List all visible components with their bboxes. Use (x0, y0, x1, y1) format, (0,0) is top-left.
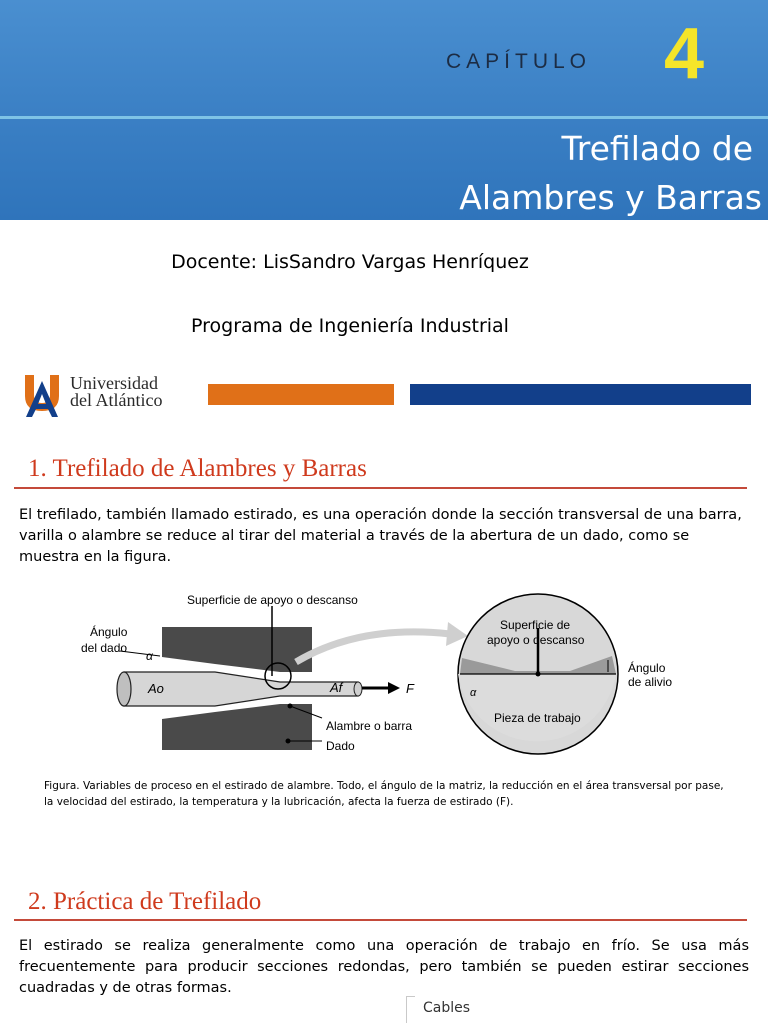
label-relief-angle-1: Ángulo (628, 661, 666, 675)
university-name-line-2: del Atlántico (70, 390, 163, 410)
chapter-banner (0, 0, 768, 220)
blue-accent-bar (410, 384, 751, 405)
section-1-rule (14, 487, 747, 489)
chapter-number: 4 (664, 14, 705, 94)
section-1-paragraph: El trefilado, también llamado estirado, es una operación donde la sección transversal de una barra, varilla o alambre se reduce al tirar del material a través de la abertura de un dado, como se muestra en la figura. (19, 507, 742, 565)
chapter-label: CAPÍTULO (446, 50, 592, 73)
university-logo (22, 373, 187, 419)
teacher-name: Docente: LisSandro Vargas Henríquez (171, 251, 529, 273)
section-1-title: 1. Trefilado de Alambres y Barras (28, 455, 367, 482)
university-emblem-icon (22, 373, 70, 419)
zoom-label-2: apoyo o descanso (487, 633, 585, 647)
label-die-angle-1: Ángulo (90, 625, 128, 639)
program-name: Programa de Ingeniería Industrial (191, 315, 509, 337)
section-2-rule (14, 919, 747, 921)
label-die-angle-2: del dado (81, 641, 128, 655)
label-force: F (406, 681, 414, 696)
label-wire: Alambre o barra (326, 719, 413, 733)
chapter-title-line-1: Trefilado de (561, 129, 753, 168)
label-ao: Ao (148, 681, 164, 696)
cables-caption-box (406, 996, 526, 1024)
orange-accent-bar (208, 384, 394, 405)
die-lower-block (162, 704, 312, 750)
zoom-label-1: Superficie de (500, 618, 571, 632)
figure-caption: Figura. Variables de proceso en el estirado de alambre. Todo, el ángulo de la matriz, la reducción en el área transversal por pase, la velocidad del estirado, la temperatura y la lubricación, afecta la fuerza de estirado (F). (44, 780, 724, 808)
label-af: Af (330, 680, 343, 695)
label-die: Dado (326, 739, 355, 753)
zoom-alpha: α (470, 687, 477, 699)
university-name-line-1: Universidad (70, 373, 158, 393)
university-name (70, 375, 162, 409)
chapter-title-line-2: Alambres y Barras (459, 178, 762, 217)
wire-drawing-diagram (60, 584, 768, 774)
cables-label: Cables (423, 1000, 471, 1016)
label-workpiece: Pieza de trabajo (494, 711, 581, 725)
banner-divider (0, 116, 768, 119)
cables-bracket (406, 996, 415, 1023)
label-relief-angle-2: de alivio (628, 675, 673, 689)
label-alpha: α (146, 649, 153, 663)
section-2-paragraph: El estirado se realiza generalmente como una operación de trabajo en frío. Se usa más frecuentemente para producir secciones redondas, pero también se pueden estirar secciones cuadradas y de otras formas. (19, 938, 749, 996)
die-upper-block (162, 627, 312, 672)
section-2-title: 2. Práctica de Trefilado (28, 888, 262, 915)
label-bearing-surface: Superficie de apoyo o descanso (187, 593, 358, 607)
